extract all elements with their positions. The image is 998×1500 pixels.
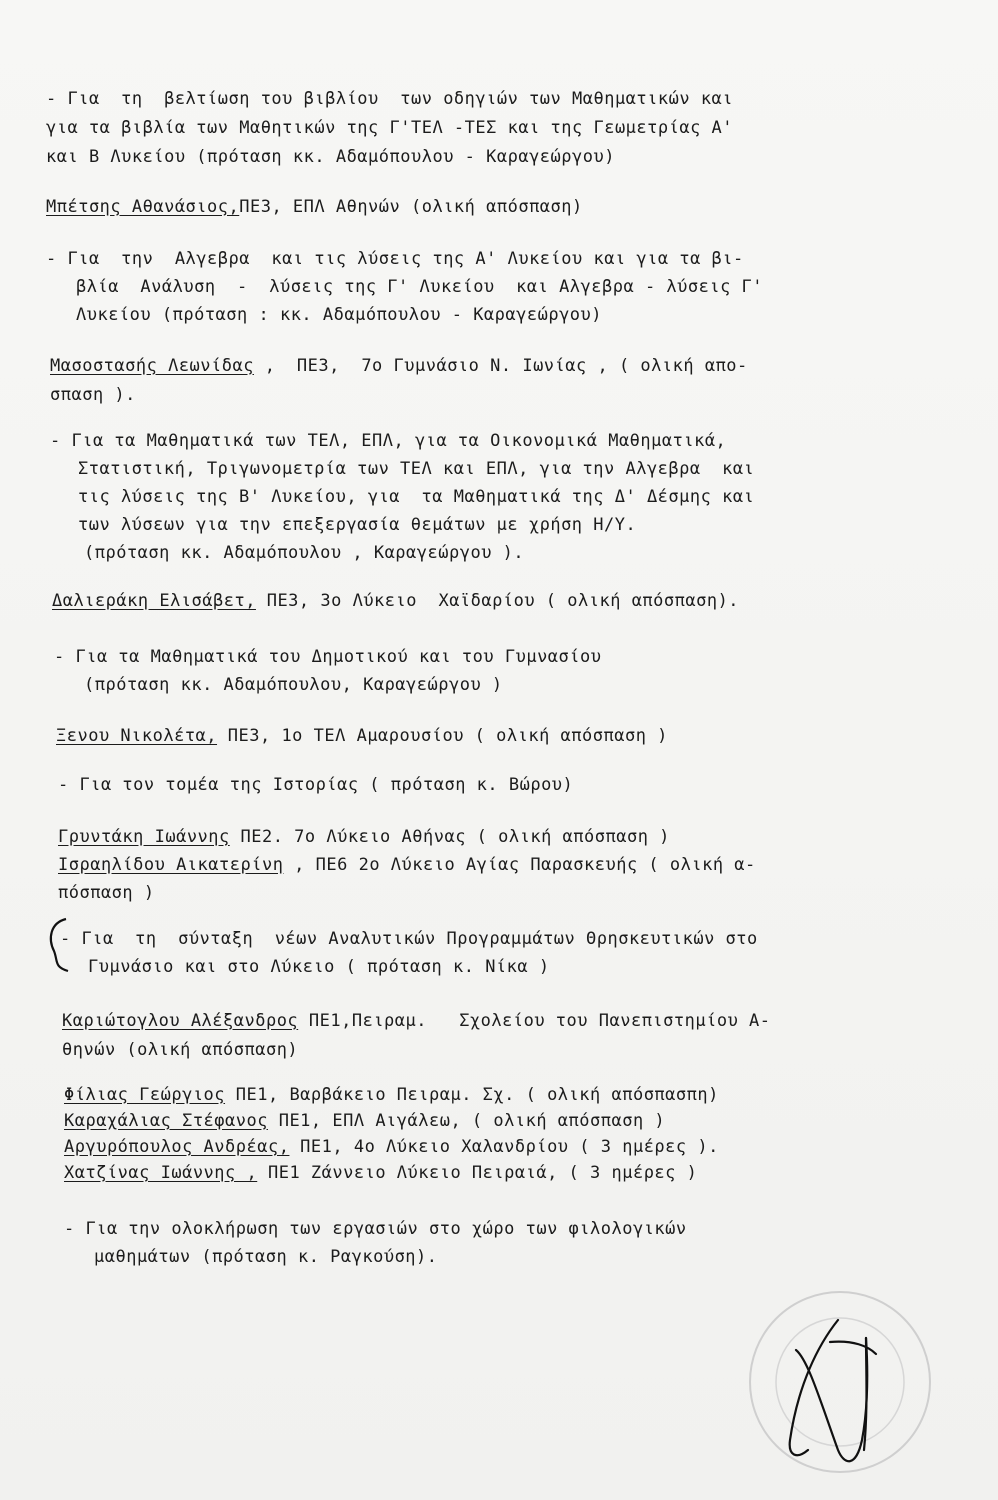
text-line: πόσπαση ): [58, 883, 155, 903]
text-line: τις λύσεις της Β' Λυκείου, για τα Μαθηματικά της Δ' Δέσμης και: [78, 487, 755, 507]
person-name: Καριώτογλου Αλέξανδρος: [62, 1011, 299, 1031]
person-name: Ξενου Νικολέτα,: [56, 726, 218, 746]
entry-line: [50, 355, 748, 377]
entry-line: [62, 1010, 771, 1032]
text-line: - Για τα Μαθηματικά των ΤΕΛ, ΕΠΛ, για τα Οικονομικά Μαθηματικά,: [50, 431, 727, 451]
person-details: ΠΕ1, Βαρβάκειο Πειραμ. Σχ. ( ολική απόσπασπη): [225, 1085, 719, 1105]
person-details: , ΠΕ6 2ο Λύκειο Αγίας Παρασκευής ( ολική α-: [283, 855, 756, 875]
person-name: Καραχάλιας Στέφανος: [64, 1111, 268, 1131]
person-name: Μπέτσης Αθανάσιος,: [46, 197, 240, 217]
text-line: των λύσεων για την επεξεργασία θεμάτων με χρήση Η/Υ.: [78, 515, 637, 535]
text-line: Γυμνάσιο και στο Λύκειο ( πρόταση κ. Νίκα ): [88, 957, 550, 977]
person-name: Αργυρόπουλος Ανδρέας,: [64, 1137, 290, 1157]
person-details: ΠΕ3, ΕΠΛ Αθηνών (ολική απόσπαση): [239, 197, 583, 217]
entry-line: [46, 196, 583, 218]
text-line: (πρόταση κκ. Αδαμόπουλου , Καραγεώργου ).: [84, 543, 525, 563]
text-line: (πρόταση κκ. Αδαμόπουλου, Καραγεώργου ): [84, 675, 503, 695]
person-details: ΠΕ3, 3ο Λύκειο Χαϊδαρίου ( ολική απόσπαση).: [255, 591, 740, 611]
official-stamp-and-signature: [718, 1290, 948, 1480]
entry-line: [56, 725, 668, 747]
person-details: , ΠΕ3, 7ο Γυμνάσιο Ν. Ιωνίας , ( ολική απο-: [253, 356, 748, 376]
text-line: θηνών (ολική απόσπαση): [62, 1040, 299, 1060]
entry-line: [52, 590, 739, 612]
text-line: - Για τη σύνταξη νέων Αναλυτικών Προγραμμάτων Θρησκευτικών στο: [60, 929, 758, 949]
text-line: - Για τα Μαθηματικά του Δημοτικού και του Γυμνασίου: [54, 647, 602, 667]
entry-line: [64, 1162, 697, 1184]
text-line: Στατιστική, Τριγωνομετρία των ΤΕΛ και ΕΠΛ, για την Αλγεβρα και: [78, 459, 755, 479]
person-name: Γρυντάκη Ιωάννης: [58, 827, 230, 847]
person-name: Ισραηλίδου Αικατερίνη: [58, 855, 284, 875]
entry-line: [64, 1136, 719, 1158]
person-details: ΠΕ1, 4ο Λύκειο Χαλανδρίου ( 3 ημέρες ).: [289, 1137, 719, 1157]
entry-line: [64, 1110, 665, 1132]
entry-line: [64, 1084, 719, 1106]
person-name: Χατζίνας Ιωάννης ,: [64, 1163, 258, 1183]
person-details: ΠΕ2. 7ο Λύκειο Αθήνας ( ολική απόσπαση ): [229, 827, 670, 847]
text-line: Λυκείου (πρόταση : κκ. Αδαμόπουλου - Καραγεώργου): [76, 305, 603, 325]
signature-icon: [790, 1320, 876, 1461]
text-line: και Β Λυκείου (πρόταση κκ. Αδαμόπουλου - Καραγεώργου): [46, 147, 615, 167]
stamp-icon: [750, 1292, 930, 1472]
text-line: μαθημάτων (πρόταση κ. Ραγκούση).: [94, 1247, 438, 1267]
text-line: - Για τον τομέα της Ιστορίας ( πρόταση κ. Βώρου): [58, 775, 574, 795]
text-line: για τα βιβλία των Μαθητικών της Γ'ΤΕΛ -ΤΕΣ και της Γεωμετρίας Α': [46, 118, 734, 138]
person-details: ΠΕ1,Πειραμ. Σχολείου του Πανεπιστημίου Α-: [298, 1011, 771, 1031]
person-details: ΠΕ1 Ζάννειο Λύκειο Πειραιά, ( 3 ημέρες ): [257, 1163, 698, 1183]
person-details: ΠΕ3, 1ο ΤΕΛ Αμαρουσίου ( ολική απόσπαση ): [217, 726, 668, 746]
entry-line: [58, 854, 756, 876]
text-line: - Για την ολοκλήρωση των εργασιών στο χώρο των φιλολογικών: [64, 1219, 687, 1239]
person-name: Δαλιεράκη Ελισάβετ,: [52, 591, 256, 611]
text-line: - Για τη βελτίωση του βιβλίου των οδηγιών των Μαθηματικών και: [46, 89, 734, 109]
person-name: Μασοστασής Λεωνίδας: [50, 356, 254, 376]
person-name: Φίλιας Γεώργιος: [64, 1085, 226, 1105]
text-line: βλία Ανάλυση - λύσεις της Γ' Λυκείου και Αλγεβρα - λύσεις Γ': [76, 277, 764, 297]
person-details: ΠΕ1, ΕΠΛ Αιγάλεω, ( ολική απόσπαση ): [267, 1111, 666, 1131]
text-line: σπαση ).: [50, 385, 136, 405]
text-line: - Για την Αλγεβρα και τις λύσεις της Α' Λυκείου και για τα βι-: [46, 249, 744, 269]
entry-line: [58, 826, 670, 848]
